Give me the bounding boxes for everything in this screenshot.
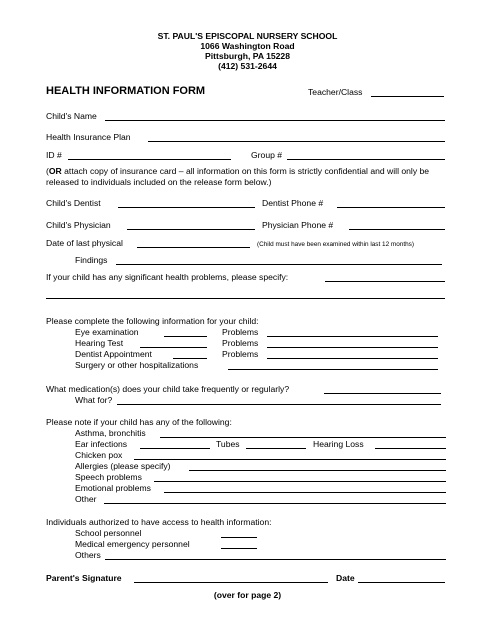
problems-label-eye: Problems [222,327,259,337]
physician-label: Child's Physician [46,220,111,230]
physician-phone-label: Physician Phone # [262,220,334,230]
last-physical-field[interactable] [137,247,250,248]
others-field[interactable] [105,559,446,560]
emotional-field[interactable] [164,492,446,493]
ear-infections-field[interactable] [140,448,210,449]
group-label: Group # [251,150,283,160]
dentist-phone-field[interactable] [337,207,445,208]
findings-field[interactable] [116,264,442,265]
dentist-label: Child's Dentist [46,198,101,208]
school-city: Pittsburgh, PA 15228 [204,51,290,61]
school-name: ST. PAUL'S EPISCOPAL NURSERY SCHOOL [157,31,338,41]
exam-label-eye: Eye examination [75,327,139,337]
footer-note: (over for page 2) [213,590,282,600]
insurance-note-text: attach copy of insurance card – all information on this form is strictly confidential and will only be released to individuals included on the release form below.) [46,166,430,187]
complete-info-label: Please complete the following information for your child: [46,316,259,326]
medical-personnel-field[interactable] [221,548,257,549]
school-phone: (412) 531-2644 [218,61,277,71]
school-address: 1066 Washington Road [200,41,295,51]
authorized-medical: Medical emergency personnel [75,539,190,549]
health-problems-field[interactable] [325,281,445,282]
id-field[interactable] [68,159,231,160]
id-label: ID # [46,150,62,160]
date-label: Date [336,573,355,583]
parent-signature-label: Parent's Signature [46,573,122,583]
other-field[interactable] [104,503,446,504]
hearing-loss-field[interactable] [375,448,446,449]
hearing-test-field[interactable] [140,347,207,348]
exam-label-hearing: Hearing Test [75,338,124,348]
authorized-intro: Individuals authorized to have access to health information: [46,517,272,527]
hearing-loss-label: Hearing Loss [313,439,364,449]
physician-phone-field[interactable] [349,229,445,230]
dentist-appt-field[interactable] [173,358,207,359]
health-problems-field-2[interactable] [46,298,445,299]
what-for-label: What for? [75,395,113,405]
ear-infections-label: Ear infections [75,439,128,449]
parent-signature-field[interactable] [134,582,328,583]
insurance-note-bold: OR [48,166,62,176]
last-physical-label: Date of last physical [46,238,123,248]
speech-field[interactable] [154,481,446,482]
problems-label-hearing: Problems [222,338,259,348]
last-physical-note: (Child must have been examined within last 12 months) [257,241,415,248]
what-for-field[interactable] [117,404,441,405]
authorized-others: Others [75,550,101,560]
school-personnel-field[interactable] [221,537,257,538]
exam-label-dentist: Dentist Appointment [75,349,152,359]
asthma-label: Asthma, bronchitis [75,428,146,438]
eye-exam-field[interactable] [164,336,207,337]
surgery-field[interactable] [228,369,438,370]
problems-label-dentist: Problems [222,349,259,359]
group-field[interactable] [287,159,445,160]
medication-field[interactable] [324,393,441,394]
dentist-phone-label: Dentist Phone # [262,198,324,208]
conditions-intro: Please note if your child has any of the following: [46,417,232,427]
health-problems-label: If your child has any significant health problems, please specify: [46,272,289,282]
surgery-label: Surgery or other hospitalizations [75,360,199,370]
authorized-school: School personnel [75,528,142,538]
emotional-label: Emotional problems [75,483,151,493]
insurance-note: (OR attach copy of insurance card – all information on this form is strictly confidential and will only be released to individuals included on the release form below.) [46,166,430,187]
physician-field[interactable] [127,229,255,230]
tubes-label: Tubes [216,439,240,449]
insurance-field[interactable] [148,141,445,142]
chicken-pox-label: Chicken pox [75,450,123,460]
date-field[interactable] [358,582,445,583]
child-name-field[interactable] [105,120,445,121]
dentist-problems-field[interactable] [267,358,438,359]
dentist-field[interactable] [118,207,255,208]
chicken-pox-field[interactable] [134,459,446,460]
teacher-class-field[interactable] [371,96,444,97]
form-title: HEALTH INFORMATION FORM [46,85,206,97]
teacher-class-label: Teacher/Class [308,87,363,97]
findings-label: Findings [75,255,108,265]
other-label: Other [75,494,97,504]
eye-problems-field[interactable] [267,336,438,337]
allergies-label: Allergies (please specify) [75,461,171,471]
speech-label: Speech problems [75,472,142,482]
insurance-label: Health Insurance Plan [46,132,131,142]
child-name-label: Child's Name [46,111,97,121]
hearing-problems-field[interactable] [267,347,438,348]
tubes-field[interactable] [246,448,306,449]
asthma-field[interactable] [160,437,446,438]
medication-label: What medication(s) does your child take frequently or regularly? [46,384,290,394]
allergies-field[interactable] [189,470,446,471]
